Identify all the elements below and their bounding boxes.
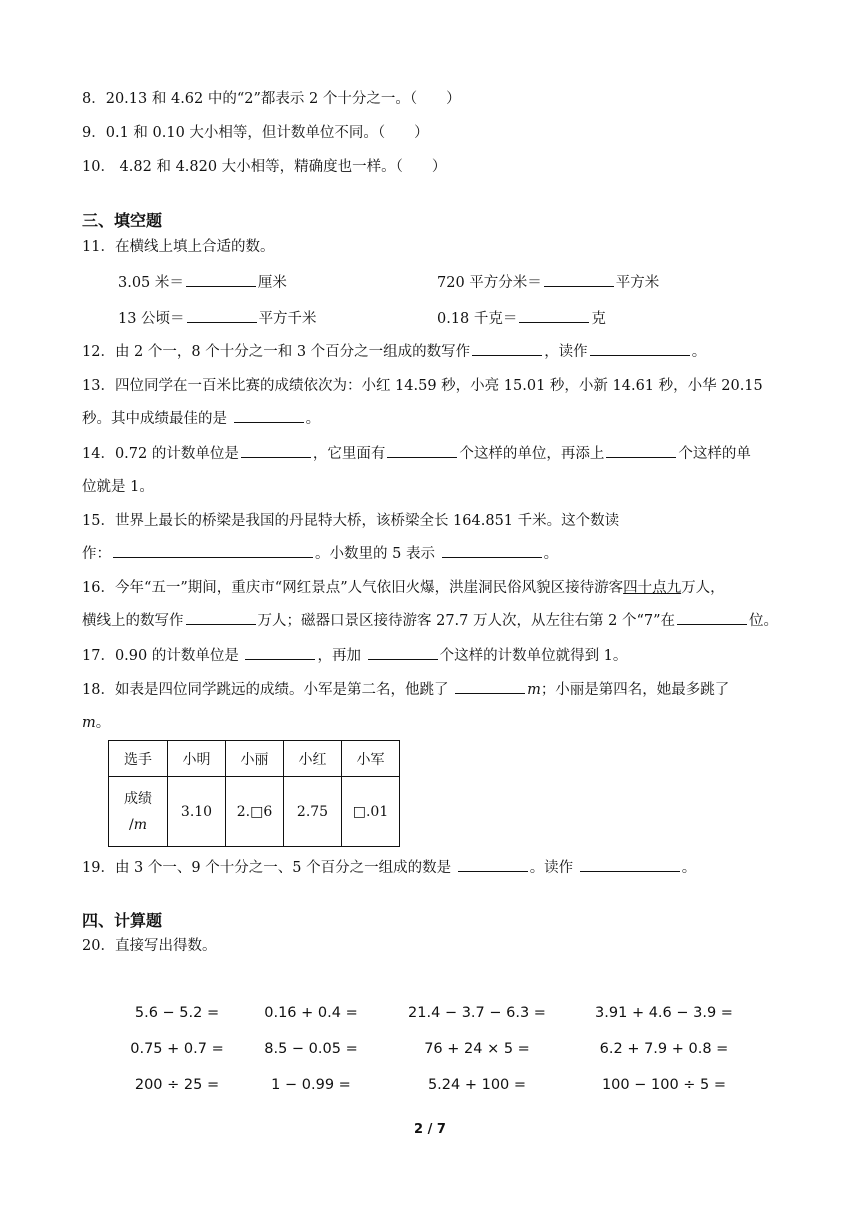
answer-blank[interactable] [186,272,256,287]
answer-blank[interactable] [234,408,304,423]
question-8: 8．20.13 和 4.62 中的“2”都表示 2 个十分之一。（ ） [82,91,461,107]
answer-blank[interactable] [245,645,315,660]
question-13-cont: 秒。其中成绩最佳的是 。 [82,408,320,430]
table-row-label: 成绩 /m [109,777,168,847]
table-cell: □.01 [342,777,400,847]
section-heading-fill-in: 三、填空题 [82,211,163,230]
answer-blank[interactable] [113,543,313,558]
table-cell: 2.□6 [226,777,284,847]
question-13: 13．四位同学在一百米比赛的成绩依次为：小红 14.59 秒，小亮 15.01 秒，小新 14.61 秒，小华 20.15 [82,378,763,394]
question-10: 10． 4.82 和 4.820 大小相等，精确度也一样。（ ） [82,159,447,175]
calc-item: 6.2 + 7.9 + 0.8 = [599,1041,729,1057]
question-14: 14．0.72 的计数单位是 ，它里面有 个这样的单位，再添上 个这样的单 [82,443,751,465]
answer-blank[interactable] [544,272,614,287]
question-19: 19．由 3 个一、9 个十分之一、5 个百分之一组成的数是 。读作 。 [82,857,696,879]
calc-item: 0.16 + 0.4 = [264,1005,358,1021]
answer-blank[interactable] [368,645,438,660]
question-18: 18．如表是四位同学跳远的成绩。小军是第二名，他跳了 m；小丽是第四名，她最多跳了 [82,679,729,701]
answer-blank[interactable] [519,308,589,323]
conversion-item: 720 平方分米＝ 平方米 [437,271,659,292]
answer-blank[interactable] [387,443,457,458]
answer-blank[interactable] [606,443,676,458]
section-heading-calculation: 四、计算题 [82,911,163,930]
conversion-item: 0.18 千克＝ 克 [437,307,606,328]
answer-blank[interactable] [241,443,311,458]
table-header-cell: 小明 [168,741,226,777]
conversion-item: 13 公顷＝ 平方千米 [118,307,317,328]
conversion-item: 3.05 米＝ 厘米 [118,271,287,292]
table-header-cell: 小军 [342,741,400,777]
calc-item: 3.91 + 4.6 − 3.9 = [595,1005,733,1021]
calc-item: 100 − 100 ÷ 5 = [601,1077,727,1093]
answer-blank[interactable] [455,679,525,694]
answer-blank[interactable] [580,857,680,872]
calc-item: 76 + 24 × 5 = [424,1041,530,1057]
question-16-cont: 横线上的数写作 万人；磁器口景区接待游客 27.7 万人次，从左往右第 2 个“7”在 位。 [82,610,778,632]
question-15-cont: 作： 。小数里的 5 表示 。 [82,543,558,565]
table-header-cell: 小红 [284,741,342,777]
question-14-cont: 位就是 1。 [82,479,154,495]
page-number: 2 / 7 [414,1122,446,1137]
calc-item: 5.6 − 5.2 = [134,1005,220,1021]
question-17: 17．0.90 的计数单位是 ，再加 个这样的计数单位就得到 1。 [82,645,627,667]
table-header-row [109,741,400,777]
answer-blank[interactable] [187,308,257,323]
table-cell: 2.75 [284,777,342,847]
question-9: 9．0.1 和 0.10 大小相等，但计数单位不同。（ ） [82,125,429,141]
table-row [109,777,400,847]
calc-item: 21.4 − 3.7 − 6.3 = [408,1005,546,1021]
answer-blank[interactable] [458,857,528,872]
question-20: 20．直接写出得数。 [82,938,217,954]
calc-item: 8.5 − 0.05 = [264,1041,358,1057]
table-header-cell: 选手 [109,741,168,777]
answer-blank[interactable] [677,610,747,625]
calc-item: 1 − 0.99 = [271,1077,351,1093]
table-cell: 3.10 [168,777,226,847]
answer-blank[interactable] [186,610,256,625]
calc-item: 200 ÷ 25 = [134,1077,220,1093]
answer-blank[interactable] [472,341,542,356]
calc-item: 0.75 + 0.7 = [130,1041,224,1057]
question-12: 12．由 2 个一，8 个十分之一和 3 个百分之一组成的数写作 ，读作 。 [82,341,706,363]
answer-blank[interactable] [590,341,690,356]
table-header-cell: 小丽 [226,741,284,777]
question-11: 11．在横线上填上合适的数。 [82,239,275,255]
answer-blank[interactable] [442,543,542,558]
long-jump-table [108,740,400,847]
question-15: 15．世界上最长的桥梁是我国的丹昆特大桥，该桥梁全长 164.851 千米。这个数读 [82,513,620,529]
calc-item: 5.24 + 100 = [427,1077,527,1093]
question-18-cont: m。 [82,715,111,731]
question-16: 16．今年“五一”期间，重庆市“网红景点”人气依旧火爆，洪崖洞民俗风貌区接待游客四十点九万人， [82,580,725,596]
